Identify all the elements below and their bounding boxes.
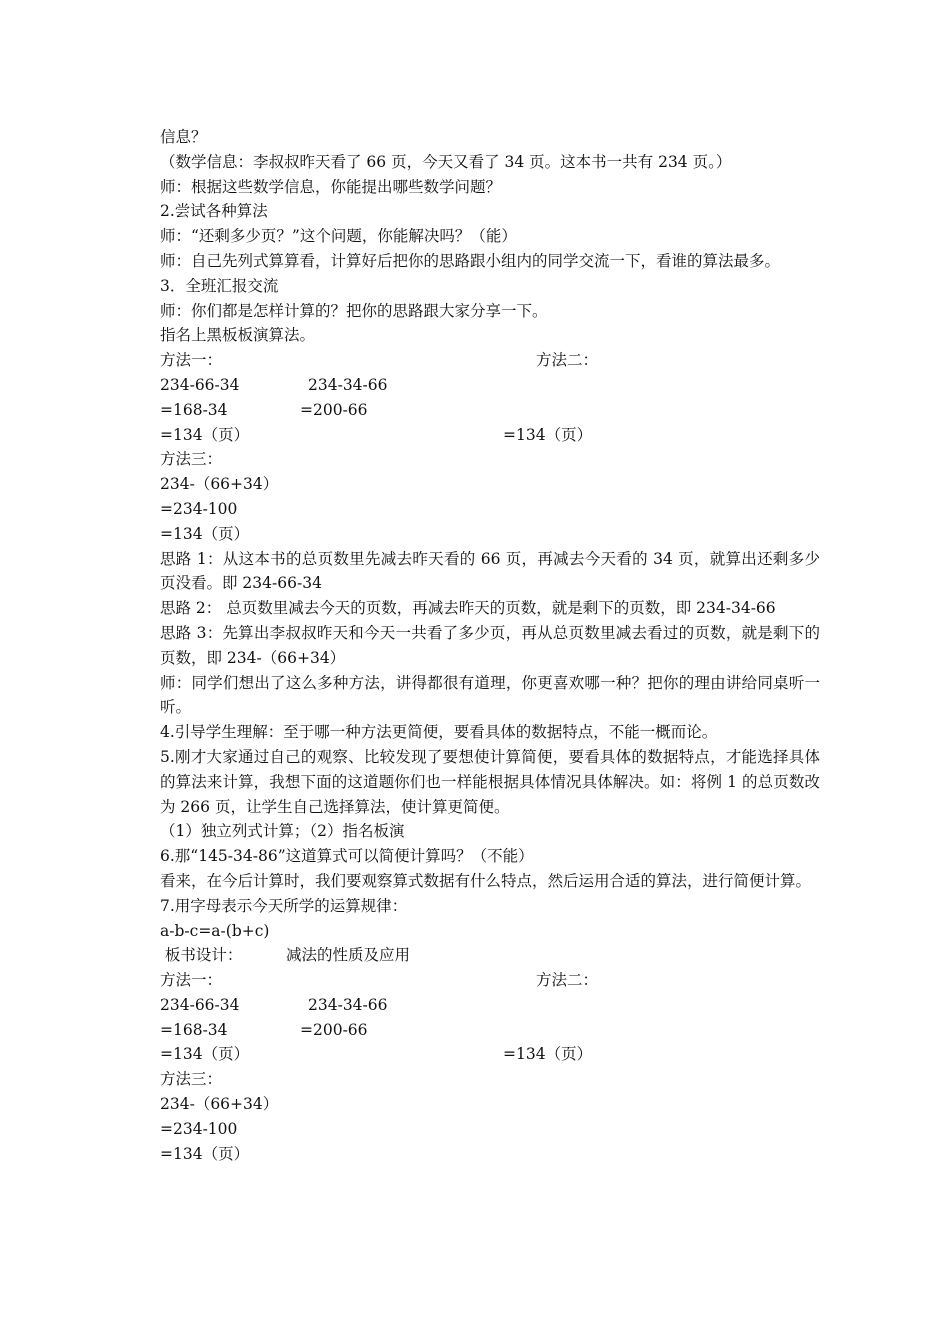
- method3-step: =234-100: [160, 499, 238, 518]
- calc-row: [160, 993, 820, 1018]
- method2-step: 234-34-66: [308, 375, 388, 394]
- method3-step: 234-（66+34）: [160, 475, 279, 494]
- board-design-label: 板书设计：: [160, 946, 243, 965]
- text-line: 指名上黑板板演算法。: [160, 326, 316, 345]
- method1-step: 234-66-34: [160, 995, 240, 1014]
- method1-step: 234-66-34: [160, 375, 240, 394]
- calc-row: [160, 1042, 820, 1067]
- method1-result: =134（页）: [160, 425, 250, 444]
- method2-result: =134（页）: [503, 1045, 593, 1064]
- section-heading: 2.尝试各种算法: [160, 202, 268, 221]
- text-line: 师：自己先列式算算看，计算好后把你的思路跟小组内的同学交流一下，看谁的算法最多。: [160, 251, 781, 270]
- method1-label: 方法一：: [160, 351, 223, 370]
- board-design-heading: [160, 943, 820, 968]
- document-body: [160, 125, 820, 1166]
- paragraph: 4.引导学生理解：至于哪一种方法更简便，要看具体的数据特点，不能一概而论。: [160, 723, 718, 742]
- paragraph: （1）独立列式计算；（2）指名板演: [160, 822, 405, 841]
- method1-result: =134（页）: [160, 1045, 250, 1064]
- text-line: （数学信息：李叔叔昨天看了 66 页，今天又看了 34 页。这本书一共有 234 页。）: [160, 152, 732, 171]
- methods-label-row: [160, 348, 820, 373]
- method2-label: 方法二：: [536, 351, 599, 370]
- formula: a-b-c=a-(b+c): [160, 921, 270, 940]
- paragraph: 5.刚才大家通过自己的观察、比较发现了要想使计算简便，要看具体的数据特点，才能选择具体的算法来计算，我想下面的这道题你们也一样能根据具体情况具体解决。如：将例 1 的总页数改为 266 页，让学生自己选择算法，使计算更简便。: [160, 747, 820, 816]
- calc-row: [160, 1018, 820, 1043]
- paragraph: 6.那“145-34-86”这道算式可以简便计算吗？（不能）: [160, 847, 534, 866]
- method3-label: 方法三：: [160, 1070, 223, 1089]
- paragraph: 思路 1：从这本书的总页数里先减去昨天看的 66 页，再减去今天看的 34 页，就算出还剩多少页没看。即 234-66-34: [160, 549, 820, 593]
- text-line: 师：你们都是怎样计算的？把你的思路跟大家分享一下。: [160, 301, 548, 320]
- method3-result: =134（页）: [160, 1144, 250, 1163]
- text-line: 信息？: [160, 128, 207, 146]
- method2-step: 234-34-66: [308, 995, 388, 1014]
- method3-label: 方法三：: [160, 450, 223, 469]
- method1-step: =168-34: [160, 400, 228, 419]
- section-heading: 3．全班汇报交流: [160, 276, 279, 295]
- method1-label: 方法一：: [160, 971, 223, 990]
- method3-result: =134（页）: [160, 524, 250, 543]
- method2-step: =200-66: [300, 1020, 368, 1039]
- methods-label-row: [160, 968, 820, 993]
- method3-step: 234-（66+34）: [160, 1095, 279, 1114]
- method1-step: =168-34: [160, 1020, 228, 1039]
- paragraph: 看来，在今后计算时，我们要观察算式数据有什么特点，然后运用合适的算法，进行简便计算。: [160, 871, 812, 890]
- paragraph: 思路 3：先算出李叔叔昨天和今天一共看了多少页，再从总页数里减去看过的页数，就是剩下的页数，即 234-（66+34）: [160, 623, 820, 667]
- paragraph: 7.用字母表示今天所学的运算规律：: [160, 896, 408, 915]
- text-line: 师：“还剩多少页？”这个问题，你能解决吗？（能）: [160, 227, 517, 246]
- method3-step: =234-100: [160, 1119, 238, 1138]
- text-line: 师：根据这些数学信息，你能提出哪些数学问题？: [160, 177, 502, 196]
- calc-row: [160, 373, 820, 398]
- paragraph: 思路 2： 总页数里减去今天的页数，再减去昨天的页数，就是剩下的页数，即 234-34-66: [160, 599, 776, 618]
- calc-row: [160, 423, 820, 448]
- method2-step: =200-66: [300, 400, 368, 419]
- calc-row: [160, 398, 820, 423]
- method2-result: =134（页）: [503, 425, 593, 444]
- paragraph: 师：同学们想出了这么多种方法，讲得都很有道理，你更喜欢哪一种？把你的理由讲给同桌听一听。: [160, 673, 820, 717]
- board-design-title: 减法的性质及应用: [286, 946, 411, 965]
- method2-label: 方法二：: [536, 971, 599, 990]
